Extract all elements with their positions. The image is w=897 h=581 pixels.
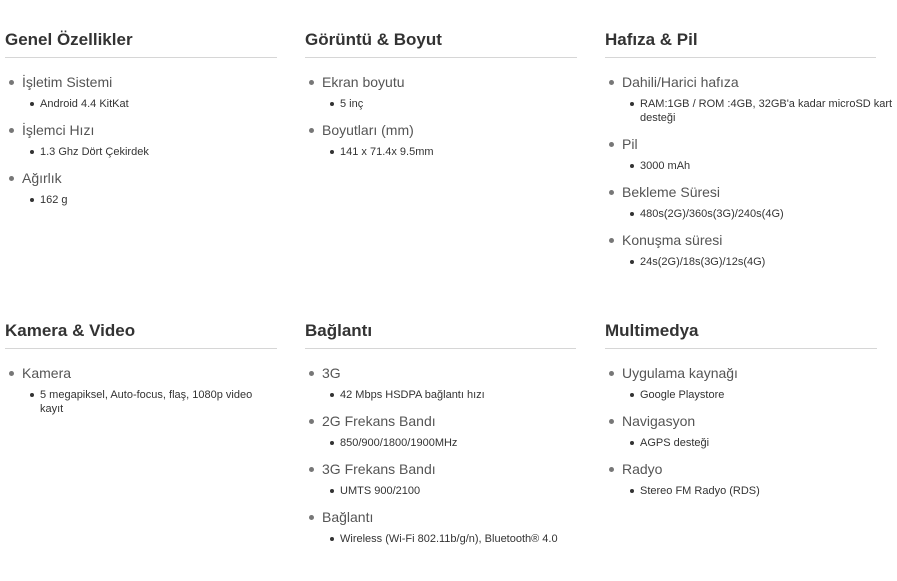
spec-value: 5 megapiksel, Auto-focus, flaş, 1080p video kayıt <box>5 388 277 416</box>
spec-value: Google Playstore <box>605 388 877 402</box>
spec-item <box>605 135 893 173</box>
spec-value: 141 x 71.4x 9.5mm <box>305 145 577 159</box>
spec-label: Bağlantı <box>305 508 590 526</box>
section-goruntu-boyut <box>305 29 577 159</box>
section-multimedya <box>605 320 877 498</box>
spec-value: 3000 mAh <box>605 159 893 173</box>
spec-item <box>305 73 577 111</box>
spec-item <box>605 231 893 269</box>
spec-item <box>305 412 590 450</box>
spec-item <box>605 364 877 402</box>
spec-label: Konuşma süresi <box>605 231 893 249</box>
spec-item <box>5 364 277 416</box>
spec-list <box>5 349 277 416</box>
spec-list <box>605 349 877 498</box>
spec-value: 5 inç <box>305 97 577 111</box>
spec-label: 2G Frekans Bandı <box>305 412 590 430</box>
spec-value: UMTS 900/2100 <box>305 484 590 498</box>
spec-list <box>5 58 277 207</box>
spec-item <box>305 460 590 498</box>
spec-item <box>305 508 590 546</box>
spec-label: Kamera <box>5 364 277 382</box>
spec-label: Uygulama kaynağı <box>605 364 877 382</box>
spec-label: Radyo <box>605 460 877 478</box>
spec-value: 850/900/1800/1900MHz <box>305 436 590 450</box>
spec-label: 3G <box>305 364 590 382</box>
spec-label: İşletim Sistemi <box>5 73 277 91</box>
spec-label: Navigasyon <box>605 412 877 430</box>
spec-list <box>305 349 590 546</box>
spec-label: Ağırlık <box>5 169 277 187</box>
spec-item <box>605 73 893 125</box>
spec-item <box>605 183 893 221</box>
spec-item <box>5 121 277 159</box>
spec-item <box>5 73 277 111</box>
spec-list <box>605 58 893 269</box>
spec-label: Bekleme Süresi <box>605 183 893 201</box>
spec-value: RAM:1GB / ROM :4GB, 32GB'a kadar microSD kart desteği <box>605 97 893 125</box>
spec-value: 24s(2G)/18s(3G)/12s(4G) <box>605 255 893 269</box>
spec-item <box>605 412 877 450</box>
section-title: Genel Özellikler <box>5 29 277 58</box>
section-hafiza-pil <box>605 29 893 269</box>
spec-value: 480s(2G)/360s(3G)/240s(4G) <box>605 207 893 221</box>
spec-label: İşlemci Hızı <box>5 121 277 139</box>
spec-list <box>305 58 577 159</box>
spec-label: Ekran boyutu <box>305 73 577 91</box>
spec-label: Dahili/Harici hafıza <box>605 73 893 91</box>
spec-label: Pil <box>605 135 893 153</box>
spec-value: AGPS desteği <box>605 436 877 450</box>
spec-value: Wireless (Wi-Fi 802.11b/g/n), Bluetooth® 4.0 <box>305 532 590 546</box>
spec-item <box>5 169 277 207</box>
section-genel-ozellikler <box>5 29 277 207</box>
spec-value: 1.3 Ghz Dört Çekirdek <box>5 145 277 159</box>
section-title: Multimedya <box>605 320 877 349</box>
section-title: Kamera & Video <box>5 320 277 349</box>
section-title: Bağlantı <box>305 320 576 349</box>
spec-item <box>305 364 590 402</box>
section-title: Hafıza & Pil <box>605 29 876 58</box>
section-title: Görüntü & Boyut <box>305 29 577 58</box>
spec-value: 42 Mbps HSDPA bağlantı hızı <box>305 388 590 402</box>
section-kamera-video <box>5 320 277 416</box>
spec-label: 3G Frekans Bandı <box>305 460 590 478</box>
spec-item <box>305 121 577 159</box>
section-baglanti <box>305 320 590 546</box>
spec-item <box>605 460 877 498</box>
spec-value: 162 g <box>5 193 277 207</box>
spec-value: Android 4.4 KitKat <box>5 97 277 111</box>
spec-label: Boyutları (mm) <box>305 121 577 139</box>
spec-value: Stereo FM Radyo (RDS) <box>605 484 877 498</box>
